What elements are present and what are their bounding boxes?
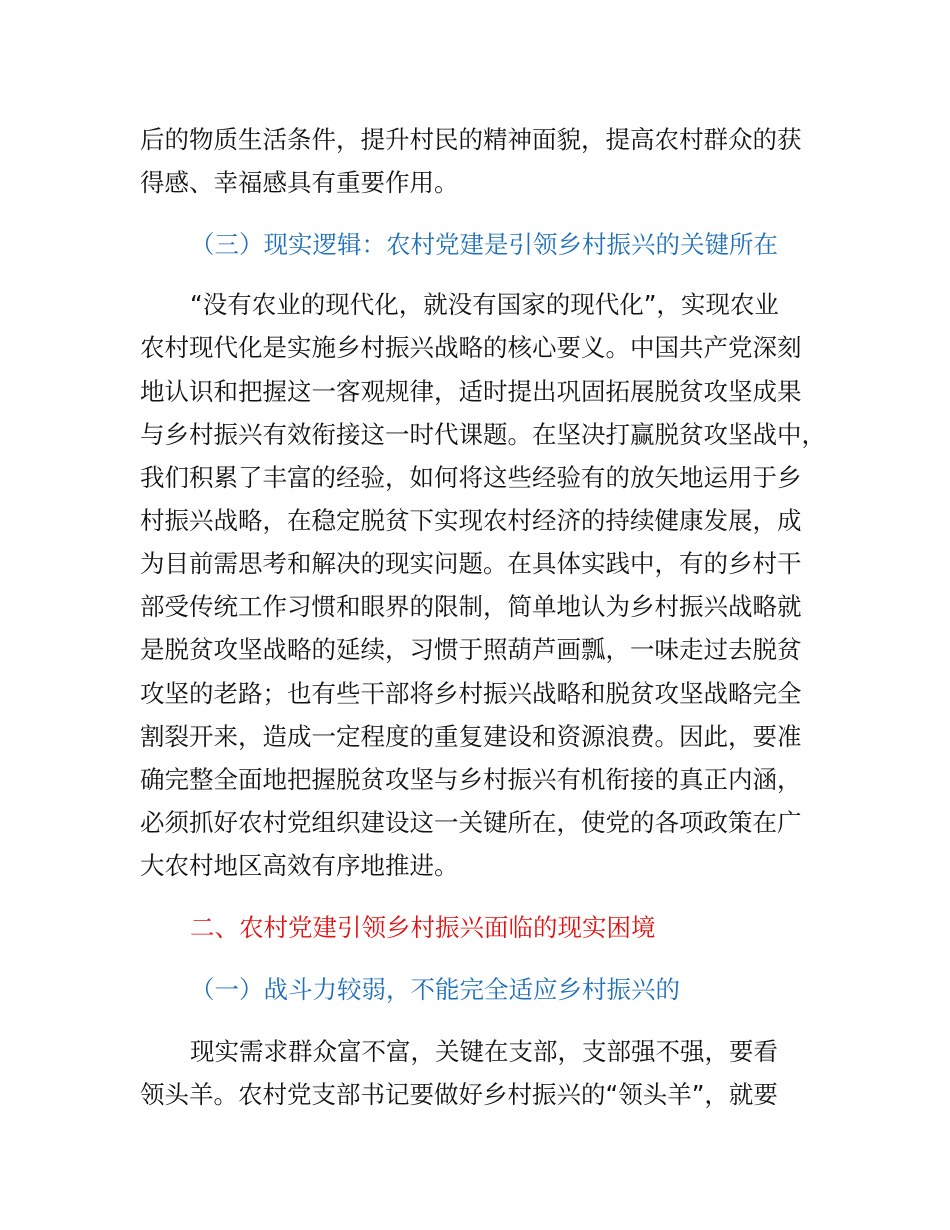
subheading-practical-logic: （三）现实逻辑：农村党建是引领乡村振兴的关键所在: [190, 230, 778, 259]
paragraph-line: 大农村地区高效有序地推进。: [140, 851, 459, 880]
paragraph-line: 得感、幸福感具有重要作用。: [140, 168, 459, 197]
paragraph-line: 部受传统工作习惯和眼界的限制，简单地认为乡村振兴战略就: [140, 592, 802, 621]
paragraph-line: “没有农业的现代化，就没有国家的现代化”，实现农业: [190, 290, 779, 319]
paragraph-line: 村振兴战略，在稳定脱贫下实现农村经济的持续健康发展，成: [140, 506, 802, 535]
paragraph-line: 确完整全面地把握脱贫攻坚与乡村振兴有机衔接的真正内涵，: [140, 765, 802, 794]
paragraph-line: 与乡村振兴有效衔接这一时代课题。在坚决打赢脱贫攻坚战中，: [140, 420, 826, 449]
paragraph-line: 攻坚的老路；也有些干部将乡村振兴战略和脱贫攻坚战略完全: [140, 679, 802, 708]
section-heading-difficulties: 二、农村党建引领乡村振兴面临的现实困境: [190, 913, 656, 942]
paragraph-line: 割裂开来，造成一定程度的重复建设和资源浪费。因此，要准: [140, 722, 802, 751]
paragraph-line: 领头羊。农村党支部书记要做好乡村振兴的“领头羊”，就要: [140, 1080, 778, 1109]
paragraph-line: 必须抓好农村党组织建设这一关键所在，使党的各项政策在广: [140, 808, 802, 837]
paragraph-line: 为目前需思考和解决的现实问题。在具体实践中，有的乡村干: [140, 549, 802, 578]
paragraph-line: 我们积累了丰富的经验，如何将这些经验有的放矢地运用于乡: [140, 463, 802, 492]
paragraph-line: 农村现代化是实施乡村振兴战略的核心要义。中国共产党深刻: [140, 333, 802, 362]
subheading-weak-capacity: （一）战斗力较弱，不能完全适应乡村振兴的: [190, 975, 680, 1004]
paragraph-line: 地认识和把握这一客观规律，适时提出巩固拓展脱贫攻坚成果: [140, 377, 802, 406]
paragraph-line: 是脱贫攻坚战略的延续，习惯于照葫芦画瓢，一味走过去脱贫: [140, 635, 802, 664]
paragraph-line: 现实需求群众富不富，关键在支部，支部强不强，要看: [190, 1037, 778, 1066]
paragraph-line: 后的物质生活条件，提升村民的精神面貌，提高农村群众的获: [140, 125, 802, 154]
